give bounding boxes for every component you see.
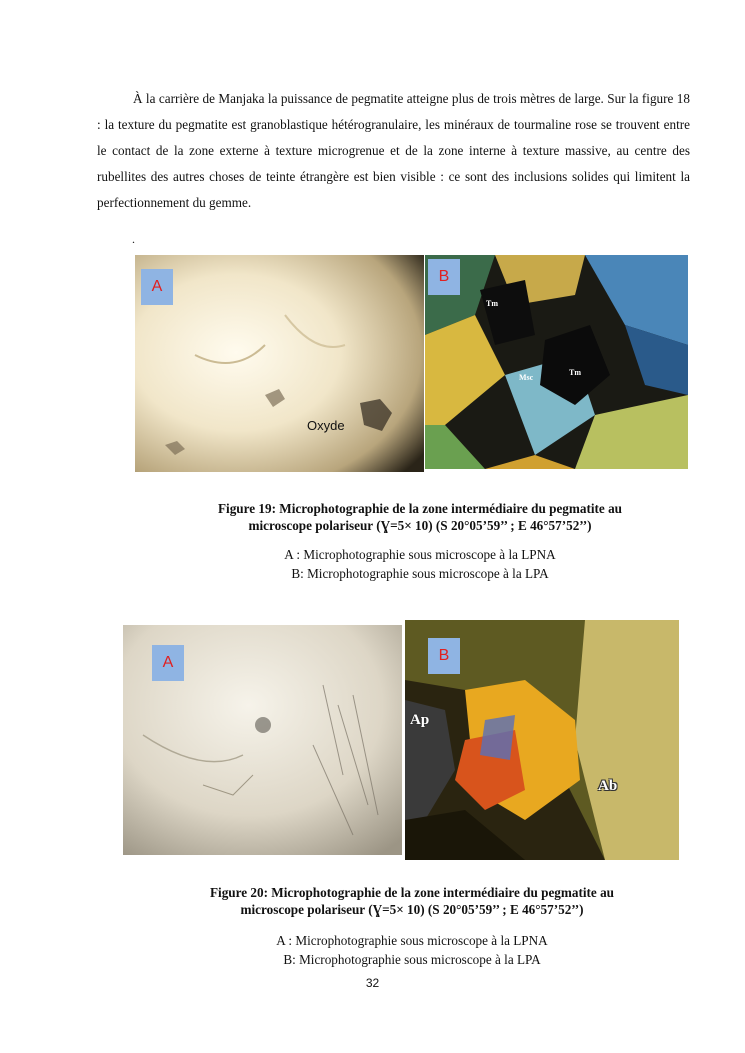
fig20-annotation-ab: Ab [598, 778, 618, 794]
fig20-caption-line-2: microscope polariseur (Ɣ=5× 10) (S 20°05’59’’ ; E 46°57’52’’) [240, 902, 584, 917]
fig20-caption-line-1: Figure 20: Microphotographie de la zone intermédiaire du pegmatite au [209, 885, 614, 900]
fig20-panel-a-label: A [152, 645, 184, 681]
fig19-panel-a-label: A [141, 269, 173, 305]
fig19-panel-b-label: B [428, 259, 460, 295]
fig20-subcaption-b: B: Microphotographie sous microscope à la LPA [283, 952, 541, 967]
fig20-panel-b-label: B [428, 638, 460, 674]
fig19-photo-a-image [135, 255, 424, 472]
page-number: 32 [365, 976, 380, 990]
fig19-annotation-oxyde: Oxyde [307, 418, 345, 433]
body-paragraph: À la carrière de Manjaka la puissance de pegmatite atteigne plus de trois mètres de large. Sur la figure 18 : la texture du pegmatite est granoblastique hétérogranulaire, les minéraux de tourmaline rose se trouvent entre le contact de la zone externe à texture microgrenue et de la zone interne à texture massive, au centre des rubellites des autres choses de teinte étrangère est bien visible : ce sont des inclusions solides qui limitent la perfectionnement du gemme. [97, 91, 690, 210]
fig19-subcaption-b: B: Microphotographie sous microscope à la LPA [291, 566, 549, 581]
fig19-annotation-msc: Msc [519, 373, 534, 382]
fig19-photo-b-image [425, 255, 688, 469]
fig19-annotation-tm-2: Tm [569, 368, 581, 377]
fig19-photo-b [425, 255, 688, 469]
fig19-subcaption-a: A : Microphotographie sous microscope à la LPNA [284, 547, 556, 562]
fig19-annotation-tm-1: Tm [486, 299, 498, 308]
fig20-annotation-ap: Ap [410, 712, 430, 728]
fig19-caption-line-1: Figure 19: Microphotographie de la zone intermédiaire du pegmatite au [217, 501, 622, 516]
fig20-subcaption-a: A : Microphotographie sous microscope à la LPNA [276, 933, 548, 948]
stray-dot: . [132, 232, 135, 246]
fig19-caption-line-2: microscope polariseur (Ɣ=5× 10) (S 20°05’59’’ ; E 46°57’52’’) [248, 518, 592, 533]
fig19-photo-a [135, 255, 424, 472]
